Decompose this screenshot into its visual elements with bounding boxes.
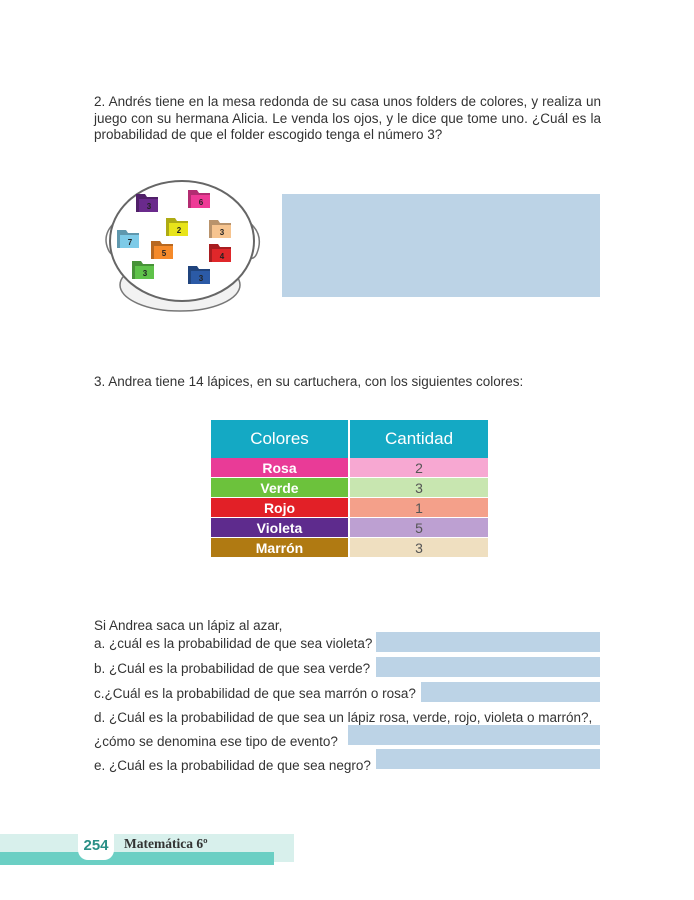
folder-number: 3 [219,228,225,237]
table-row [211,498,488,518]
color-name-cell: Violeta [211,518,350,538]
answer-box-b[interactable] [376,657,600,677]
answer-box-a[interactable] [376,632,600,652]
pencil-colors-table [211,420,488,558]
round-table-illustration [100,175,270,315]
color-name-cell: Verde [211,478,350,498]
question-e: e. ¿Cuál es la probabilidad de que sea negro? [94,758,371,773]
page-number: 254 [78,832,114,860]
quantity-cell: 3 [350,538,488,558]
question-b: b. ¿Cuál es la probabilidad de que sea verde? [94,661,371,676]
question-d-line2: ¿cómo se denomina ese tipo de evento? [94,734,338,749]
question-a: a. ¿cuál es la probabilidad de que sea violeta? [94,636,373,651]
question-d-line1: d. ¿Cuál es la probabilidad de que sea un lápiz rosa, verde, rojo, violeta o marrón?, [94,710,593,725]
answer-box-d[interactable] [348,725,600,745]
folder-number: 3 [198,274,204,283]
color-name-cell: Rojo [211,498,350,518]
table-row [211,458,488,478]
color-name-cell: Rosa [211,458,350,478]
footer-band-dark [0,852,274,865]
problem-2-text: 2. Andrés tiene en la mesa redonda de su casa unos folders de colores, y realiza un juego con su hermana Alicia. Le venda los ojos, y le dice que tome uno. ¿Cuál es la probabilidad de que el folder escogido tenga el número 3? [94,94,601,142]
quantity-cell: 5 [350,518,488,538]
answer-box-problem-2[interactable] [282,194,600,297]
quantity-cell: 1 [350,498,488,518]
quantity-cell: 3 [350,478,488,498]
answer-box-c[interactable] [421,682,600,702]
header-cantidad: Cantidad [350,420,488,458]
folder-number: 3 [146,202,152,211]
folder-number: 2 [176,226,182,235]
color-name-cell: Marrón [211,538,350,558]
questions-intro: Si Andrea saca un lápiz al azar, [94,618,283,633]
table-row [211,518,488,538]
folder-number: 3 [142,269,148,278]
folder-number: 6 [198,198,204,207]
quantity-cell: 2 [350,458,488,478]
folder-number: 7 [127,238,133,247]
folder-number: 4 [219,252,225,261]
header-colores: Colores [211,420,350,458]
problem-3-text: 3. Andrea tiene 14 lápices, en su cartuchera, con los siguientes colores: [94,374,524,389]
table-row [211,478,488,498]
question-c: c.¿Cuál es la probabilidad de que sea marrón o rosa? [94,686,416,701]
folder-number: 5 [161,249,167,258]
answer-box-e[interactable] [376,749,600,769]
book-title: Matemática 6º [124,836,208,851]
table-row [211,538,488,558]
